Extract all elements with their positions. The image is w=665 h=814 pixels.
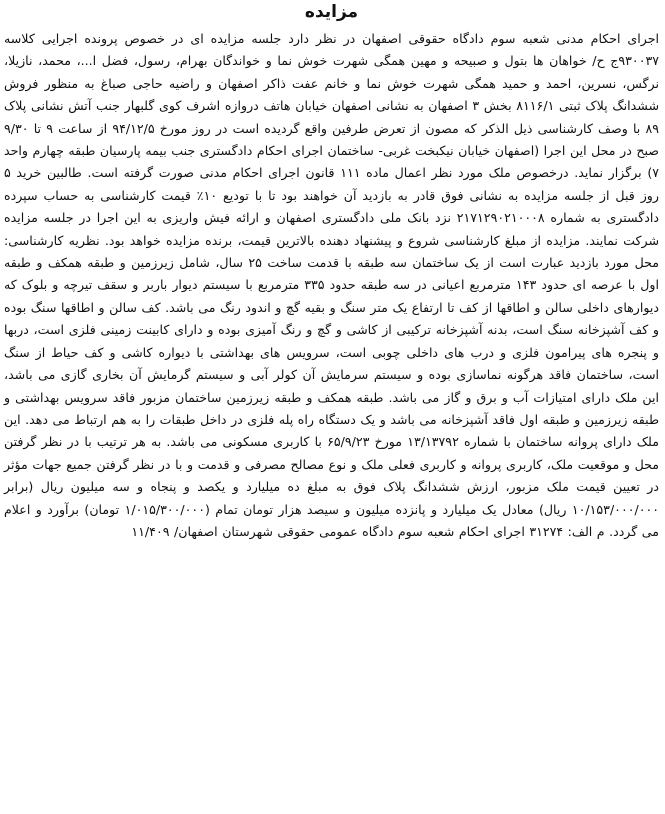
notice-body: اجرای احکام مدنی شعبه سوم دادگاه حقوقی اصفهان در نظر دارد جلسه مزایده ای در خصوص پرونده اجرایی کلاسه ۹۳۰۰۳۷ج ح/ خواهان ها بتول و صبیحه و مهین همگی شهرت خوش نما و خواندگان بهرام، رسول، فضل ا...، محمد، نازیلا، نرگس، نسرین، احمد و حمید همگی شهرت خوش نما و خانم عفت ذاکر اصفهان و راضیه حاجی صباغ به منظور فروش ششدانگ پلاک ثبتی ۸۱۱۶/۱ بخش ۳ اصفهان به نشانی اصفهان خیابان هاتف دروازه اشرف کوی گلبهار جنب آتش نشانی پلاک ۸۹ با وصف کارشناسی ذیل الذکر که مصون از تعرض طرفین واقع گردیده است در روز مورخ ۹۴/۱۲/۵ از ساعت ۹ تا ۹/۳۰ صبح در محل این اجرا (اصفهان خیابان نیکبخت غربی- ساختمان اجرای احکام دادگستری جنب بیمه پارسیان طبقه چهارم واحد ۷) برگزار نماید. درخصوص ملک مورد نظر اعمال ماده ۱۱۱ قانون اجرای احکام مدنی صورت گرفته است. طالبین خرید ۵ روز قبل از جلسه مزایده به نشانی فوق قادر به بازدید آن خواهند بود تا با تودیع ۱۰٪ قیمت کارشناسی به حساب سپرده دادگستری به شماره ۲۱۷۱۲۹۰۲۱۰۰۰۸ نزد بانک ملی دادگستری اصفهان و ارائه فیش واریزی به این اجرا در جلسه مزایده شرکت نمایند. مزایده از مبلغ کارشناسی شروع و پیشنهاد دهنده بالاترین قیمت، برنده مزایده خواهد بود. نظریه کارشناسی: محل مورد بازدید عبارت است از یک ساختمان سه طبقه با قدمت ساخت ۲۵ سال، شامل زیرزمین و طبقه همکف و طبقه اول با عرصه ای حدود ۱۴۳ مترمربع اعیانی در سه طبقه حدود ۳۳۵ مترمربع با سیستم دیوار باربر و سقف تیرچه و بلوک که دیوارهای داخلی سالن و اطاقها از کف تا ارتفاع یک متر سنگ و بقیه گچ و اندود رنگ می باشد. کف سالن و اطاقها سنگ بوده و کف آشپزخانه سنگ است، بدنه آشپزخانه ترکیبی از کاشی و گچ و رنگ آمیزی بوده و دارای کابینت زمینی فلزی است، دربها و پنجره های پیرامون فلزی و درب های داخلی چوبی است، سرویس های بهداشتی با دیواره کاشی و کف حیاط از سنگ است، ساختمان فاقد هرگونه نماسازی بوده و سیستم سرمایش آن کولر آبی و سیستم گرمایش آن بخاری گازی می باشد، این ملک دارای امتیازات آب و برق و گاز می باشد. طبقه همکف و طبقه زیرزمین ساختمان مزبور فاقد سرویس بهداشتی و طبقه زیرزمین و طبقه اول فاقد آشپزخانه می باشد و یک دستگاه راه پله فلزی در داخل طبقات را به هم ارتباط می دهد. این ملک دارای پروانه ساختمان با شماره ۱۳/۱۳۷۹۲ مورخ ۶۵/۹/۲۳ با کاربری مسکونی می باشد. به هر ترتیب با در نظر گرفتن محل و موقعیت ملک، کاربری پروانه و کاربری فعلی ملک و نوع مصالح مصرفی و قدمت و با در نظر گرفتن جمیع جهات مؤثر در تعیین قیمت ملک مزبور، ارزش ششدانگ پلاک فوق به مبلغ ده میلیارد و یکصد و پنجاه و سه میلیون ریال (برابر ۱۰/۱۵۳/۰۰۰/۰۰۰ ریال) معادل یک میلیارد و پانزده میلیون و سیصد هزار تومان تمام (۱/۰۱۵/۳۰۰/۰۰۰ تومان) برآورد و اعلام می گردد. م الف: ۳۱۲۷۴ اجرای احکام شعبه سوم دادگاه عمومی حقوقی شهرستان اصفهان/ ۱۱/۴۰۹ — [4, 31, 660, 539]
notice-title: مزایده — [304, 2, 359, 22]
auction-notice — [4, 0, 659, 543]
